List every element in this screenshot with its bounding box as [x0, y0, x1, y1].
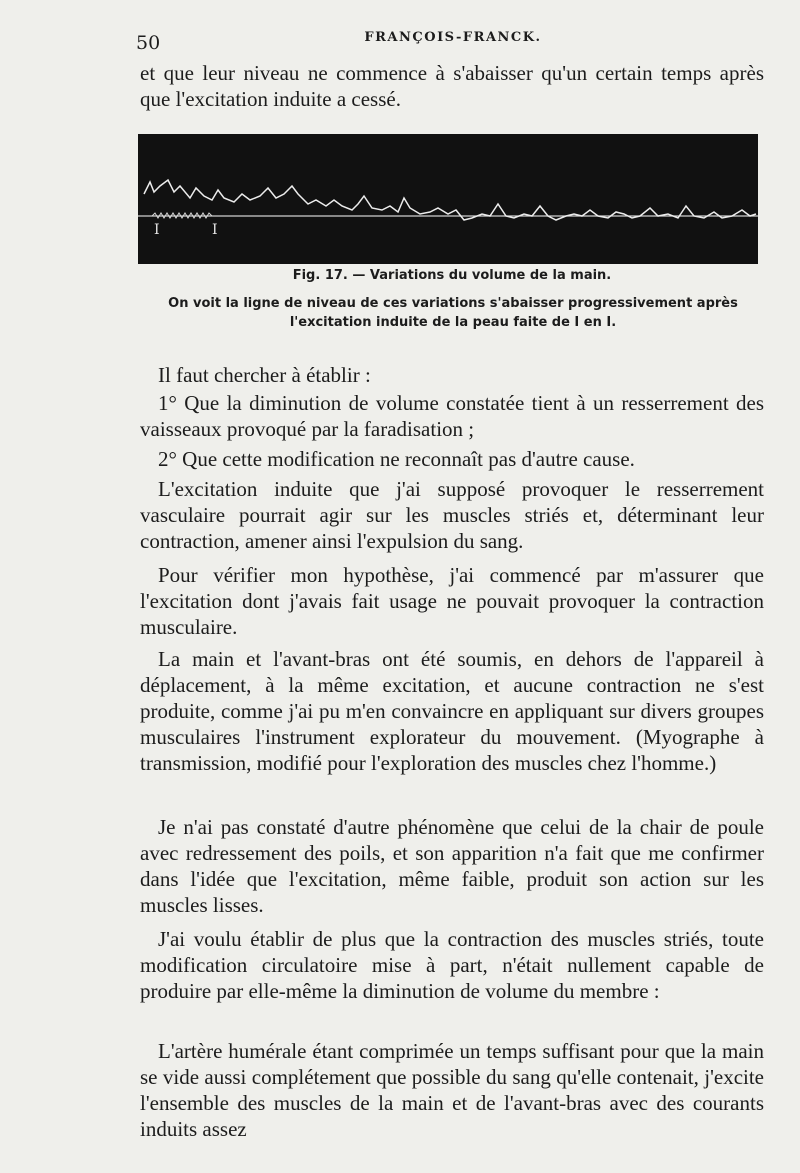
figure-caption-body: On voit la ligne de niveau de ces variations s'abaisser progressivement après l'excitation induite de la peau faite de I en I.	[168, 296, 738, 330]
paragraph-9: L'artère humérale étant comprimée un temps suffisant pour que la main se vide aussi complétement que possible du sang qu'elle contenait, j'excite l'ensemble des muscles de la main et de l'avant-bras avec des courants induits assez	[140, 1039, 764, 1141]
figure-plethysmograph-trace	[138, 134, 758, 264]
stimulus-mark-end: I	[212, 222, 218, 238]
paragraph-2: 1° Que la diminution de volume constatée tient à un resserrement des vaisseaux provoqué par la faradisation ;	[140, 391, 764, 441]
paragraph-8: J'ai voulu établir de plus que la contraction des muscles striés, toute modification circulatoire mise à part, n'était nullement capable de produire par elle-même la diminution de volume du membre :	[140, 927, 764, 1003]
page-header	[136, 26, 770, 62]
paragraph-5: Pour vérifier mon hypothèse, j'ai commencé par m'assurer que l'excitation dont j'avais fait usage ne pouvait provoquer la contraction musculaire.	[140, 563, 764, 639]
paragraph-7: Je n'ai pas constaté d'autre phénomène que celui de la chair de poule avec redressement des poils, et son apparition n'a fait que me confirmer dans l'idée que l'excitation, même faible, produit son action sur les muscles lisses.	[140, 815, 764, 917]
volume-trace	[144, 180, 756, 220]
trace-graph	[138, 134, 758, 264]
paragraph-1: Il faut chercher à établir :	[158, 363, 371, 387]
paragraph-4: L'excitation induite que j'ai supposé provoquer le resserrement vasculaire pourrait agir sur les muscles striés et, déterminant leur contraction, amener ainsi l'expulsion du sang.	[140, 477, 764, 553]
intro-paragraph: et que leur niveau ne commence à s'abaisser qu'un certain temps après que l'excitation induite a cessé.	[140, 61, 764, 111]
paragraph-6: La main et l'avant-bras ont été soumis, en dehors de l'appareil à déplacement, à la même excitation, et aucune contraction ne s'est produite, comme j'ai pu m'en convaincre en appliquant sur divers groupes musculaires l'instrument explorateur du mouvement. (Myographe à transmission, modifié pour l'exploration des muscles chez l'homme.)	[140, 647, 764, 775]
figure-caption-title: Fig. 17. — Variations du volume de la main.	[292, 268, 612, 283]
stimulus-mark-start: I	[154, 222, 160, 238]
running-head: FRANÇOIS-FRANCK.	[364, 30, 542, 45]
page-number: 50	[136, 32, 161, 54]
paragraph-3: 2° Que cette modification ne reconnaît pas d'autre cause.	[158, 447, 635, 471]
